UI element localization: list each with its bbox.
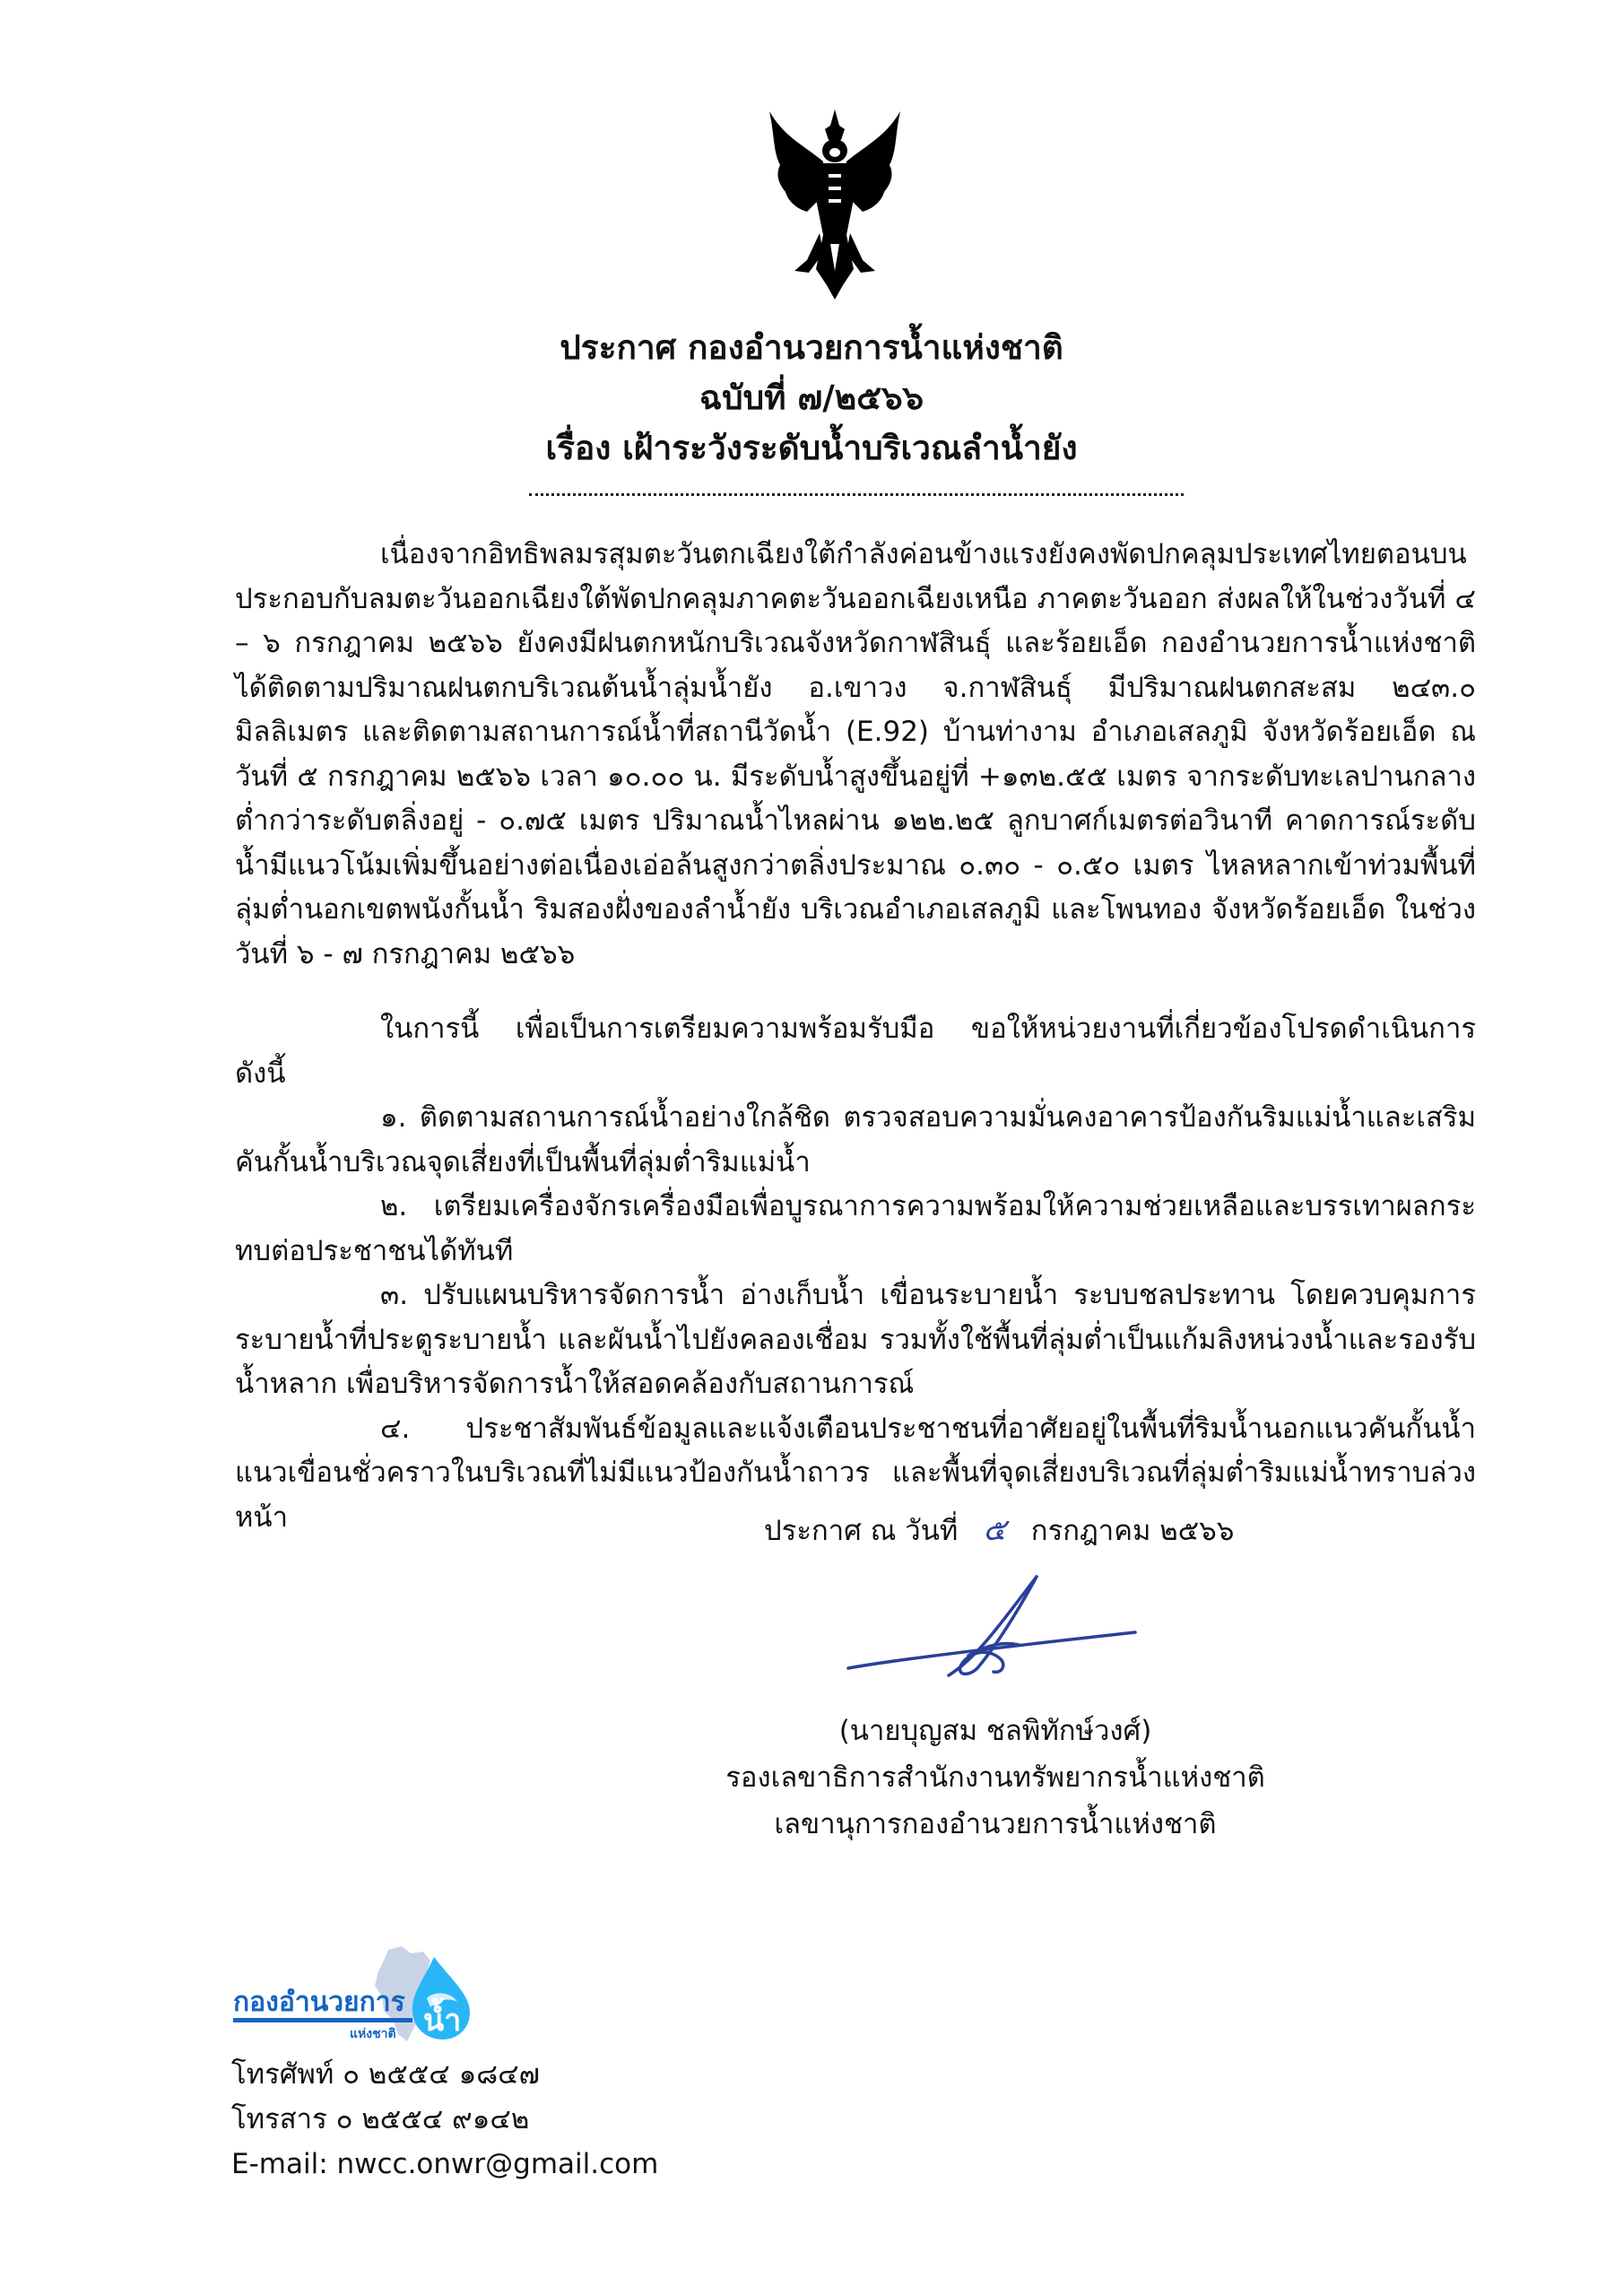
action-item-1: ๑. ติดตามสถานการณ์น้ำอย่างใกล้ชิด ตรวจสอบความมั่นคงอาคารป้องกันริมแม่น้ำและเสริมคันกั้นน้ำบริเวณจุดเสี่ยงที่เป็นพื้นที่ลุ่มต่ำริมแม่น้ำ (235, 1101, 1476, 1178)
signer-position-2: เลขานุการกองอำนวยการน้ำแห่งชาติ (774, 1808, 1217, 1840)
nwcc-logo (231, 1944, 509, 2045)
announcement-number: ฉบับที่ ๗/๒๕๖๖ (699, 378, 924, 417)
signer-name: (นายบุญสม ชลพิทักษ์วงศ์) (838, 1715, 1152, 1747)
signer-position-1: รองเลขาธิการสำนักงานทรัพยากรน้ำแห่งชาติ (725, 1761, 1265, 1794)
announcement-subject: เรื่อง เฝ้าระวังระดับน้ำบริเวณลำน้ำยัง (545, 429, 1078, 467)
logo-text-water: น้ำ (423, 2003, 462, 2039)
announcement-date (764, 1505, 1234, 1553)
announcement-header (0, 323, 1623, 474)
handwritten-signature (843, 1570, 1139, 1686)
contact-phone: โทรศัพท์ ๐ ๒๕๕๔ ๑๘๔๗ (231, 2058, 540, 2091)
announcement-body (235, 533, 1476, 1540)
logo-text-sub: แห่งชาติ (350, 2027, 396, 2041)
date-month-year: กรกฎาคม ๒๕๖๖ (1030, 1515, 1235, 1547)
logo-text-main: กองอำนวยการ (233, 1987, 405, 2018)
body-paragraph-situation: เนื่องจากอิทธิพลมรสุมตะวันตกเฉียงใต้กำลังค่อนข้างแรงยังคงพัดปกคลุมประเทศไทยตอนบน ประกอบกับลมตะวันออกเฉียงใต้พัดปกคลุมภาคตะวันออกเฉียงเหนือ ภาคตะวันออก ส่งผลให้ในช่วงวันที่ ๔ – ๖ กรกฎาคม ๒๕๖๖ ยังคงมีฝนตกหนักบริเวณจังหวัดกาฬสินธุ์ และร้อยเอ็ด กองอำนวยการน้ำแห่งชาติ ได้ติดตามปริมาณฝนตกบริเวณต้นน้ำลุ่มน้ำยัง อ.เขาวง จ.กาฬสินธุ์ มีปริมาณฝนตกสะสม ๒๔๓.๐ มิลลิเมตร และติดตามสถานการณ์น้ำที่สถานีวัดน้ำ (E.92) บ้านท่างาม อำเภอเสลภูมิ จังหวัดร้อยเอ็ด ณ วันที่ ๕ กรกฎาคม ๒๕๖๖ เวลา ๑๐.๐๐ น. มีระดับน้ำสูงขึ้นอยู่ที่ +๑๓๒.๕๕ เมตร จากระดับทะเลปานกลาง ต่ำกว่าระดับตลิ่งอยู่ - ๐.๗๕ เมตร ปริมาณน้ำไหลผ่าน ๑๒๒.๒๕ ลูกบาศก์เมตรต่อวินาที คาดการณ์ระดับน้ำมีแนวโน้มเพิ่มขึ้นอย่างต่อเนื่องเอ่อล้นสูงกว่าตลิ่งประมาณ ๐.๓๐ - ๐.๕๐ เมตร ไหลหลากเข้าท่วมพื้นที่ลุ่มต่ำนอกเขตพนังกั้นน้ำ ริมสองฝั่งของลำน้ำยัง บริเวณอำเภอเสลภูมิ และโพนทอง จังหวัดร้อยเอ็ด ในช่วงวันที่ ๖ - ๗ กรกฎาคม ๒๕๖๖ (235, 538, 1476, 970)
action-item-2: ๒. เตรียมเครื่องจักรเครื่องมือเพื่อบูรณาการความพร้อมให้ความช่วยเหลือและบรรเทาผลกระทบต่อประชาชนได้ทันที (235, 1190, 1476, 1267)
dotted-divider (529, 493, 1184, 496)
action-item-4: ๔. ประชาสัมพันธ์ข้อมูลและแจ้งเตือนประชาชนที่อาศัยอยู่ในพื้นที่ริมน้ำนอกแนวคันกั้นน้ำ แนวเขื่อนชั่วคราวในบริเวณที่ไม่มีแนวป้องกันน้ำถาวร และพื้นที่จุดเสี่ยงบริเวณที่ลุ่มต่ำริมแม่น้ำทราบล่วงหน้า (235, 1412, 1476, 1534)
date-day-handwritten: ๕ (983, 1512, 1006, 1548)
announcement-title: ประกาศ กองอำนวยการน้ำแห่งชาติ (560, 328, 1063, 367)
contact-fax: โทรสาร ๐ ๒๕๕๔ ๙๑๔๒ (231, 2103, 530, 2135)
contact-email[interactable]: E-mail: nwcc.onwr@gmail.com (231, 2148, 659, 2180)
contact-block (231, 2052, 658, 2187)
body-paragraph-intro: ในการนี้ เพื่อเป็นการเตรียมความพร้อมรับมือ ขอให้หน่วยงานที่เกี่ยวข้องโปรดดำเนินการ ดังนี้ (235, 1013, 1476, 1090)
signer-block (628, 1708, 1363, 1848)
action-item-3: ๓. ปรับแผนบริหารจัดการน้ำ อ่างเก็บน้ำ เขื่อนระบายน้ำ ระบบชลประทาน โดยควบคุมการระบายน้ำที่ประตูระบายน้ำ และผันน้ำไปยังคลองเชื่อม รวมทั้งใช้พื้นที่ลุ่มต่ำเป็นแก้มลิงหน่วงน้ำและรองรับน้ำหลาก เพื่อบริหารจัดการน้ำให้สอดคล้องกับสถานการณ์ (235, 1279, 1476, 1400)
date-prefix: ประกาศ ณ วันที่ (764, 1515, 959, 1547)
garuda-emblem (768, 109, 902, 307)
